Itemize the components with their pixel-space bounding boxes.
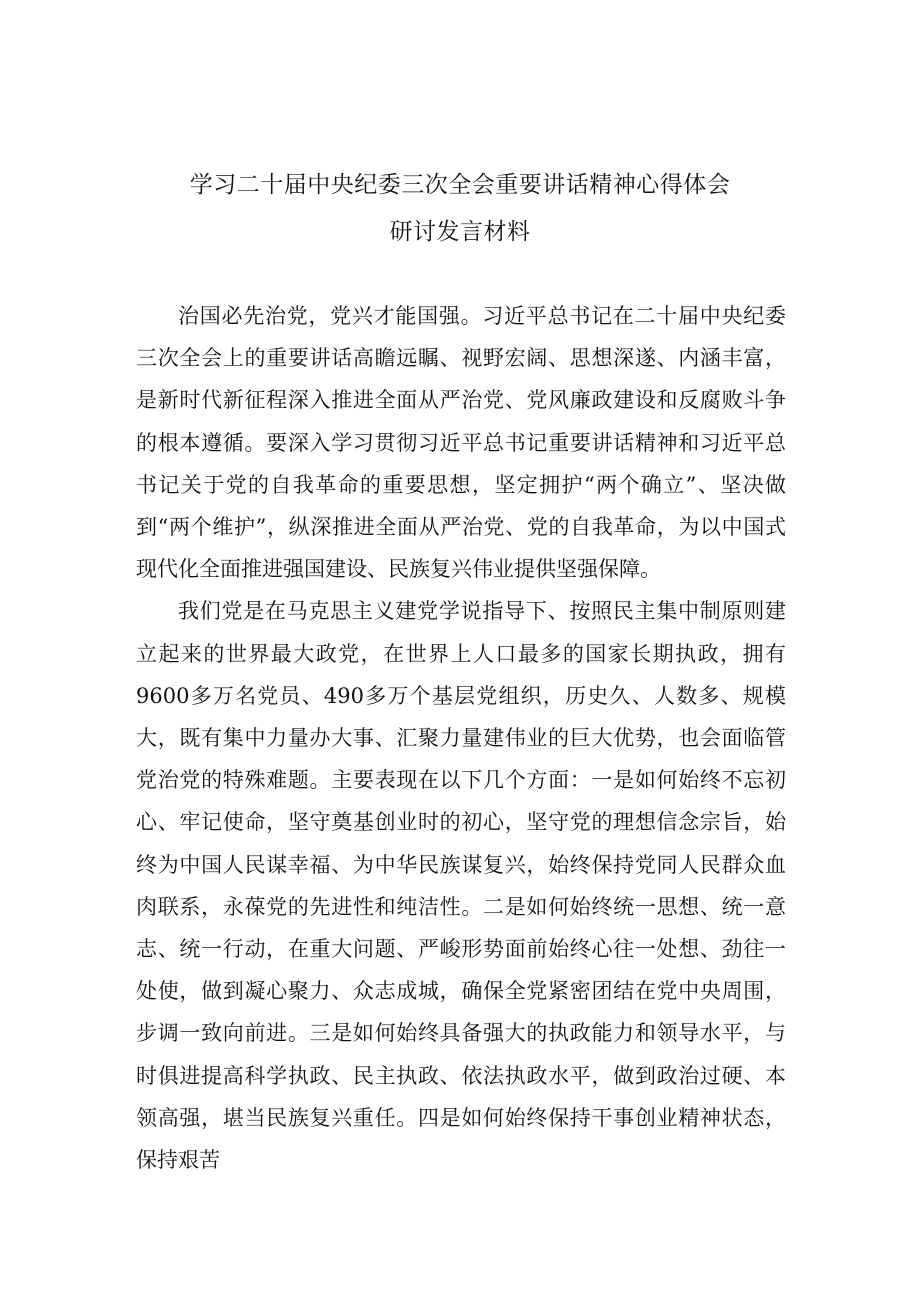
document-subtitle: 研讨发言材料 <box>389 219 531 245</box>
paragraph-1: 治国必先治党，党兴才能国强。习近平总书记在二十届中央纪委三次全会上的重要讲话高瞻远瞩、视野宏阔、思想深遂、内涵丰富，是新时代新征程深入推进全面从严治党、党风廉政建设和反腐败斗争的根本遵循。要深入学习贯彻习近平总书记重要讲话精神和习近平总书记关于党的自我革命的重要思想，坚定拥护“两个确立”、坚决做到“两个维护”，纵深推进全面从严治党、党的自我革命，为以中国式现代化全面推进强国建设、民族复兴伟业提供坚强保障。 <box>136 304 786 582</box>
document-body <box>136 295 786 1181</box>
document-title: 学习二十届中央纪委三次全会重要讲话精神心得体会 <box>189 172 731 198</box>
paragraph-2: 我们党是在马克思主义建党学说指导下、按照民主集中制原则建立起来的世界最大政党，在世界上人口最多的国家长期执政，拥有9600多万名党员、490多万个基层党组织，历史久、人数多、规模大，既有集中力量办大事、汇聚力量建伟业的巨大优势，也会面临管党治党的特殊难题。主要表现在以下几个方面：一是如何始终不忘初心、牢记使命，坚守奠基创业时的初心，坚守党的理想信念宗旨，始终为中国人民谋幸福、为中华民族谋复兴，始终保持党同人民群众血肉联系，永葆党的先进性和纯洁性。二是如何始终统一思想、统一意志、统一行动，在重大问题、严峻形势面前始终心往一处想、劲往一处使，做到凝心聚力、众志成城，确保全党紧密团结在党中央周围，步调一致向前进。三是如何始终具备强大的执政能力和领导水平，与时俱进提高科学执政、民主执政、依法执政水平，做到政治过硬、本领高强，堪当民族复兴重任。四是如何始终保持干事创业精神状态，保持艰苦 <box>136 599 786 1173</box>
